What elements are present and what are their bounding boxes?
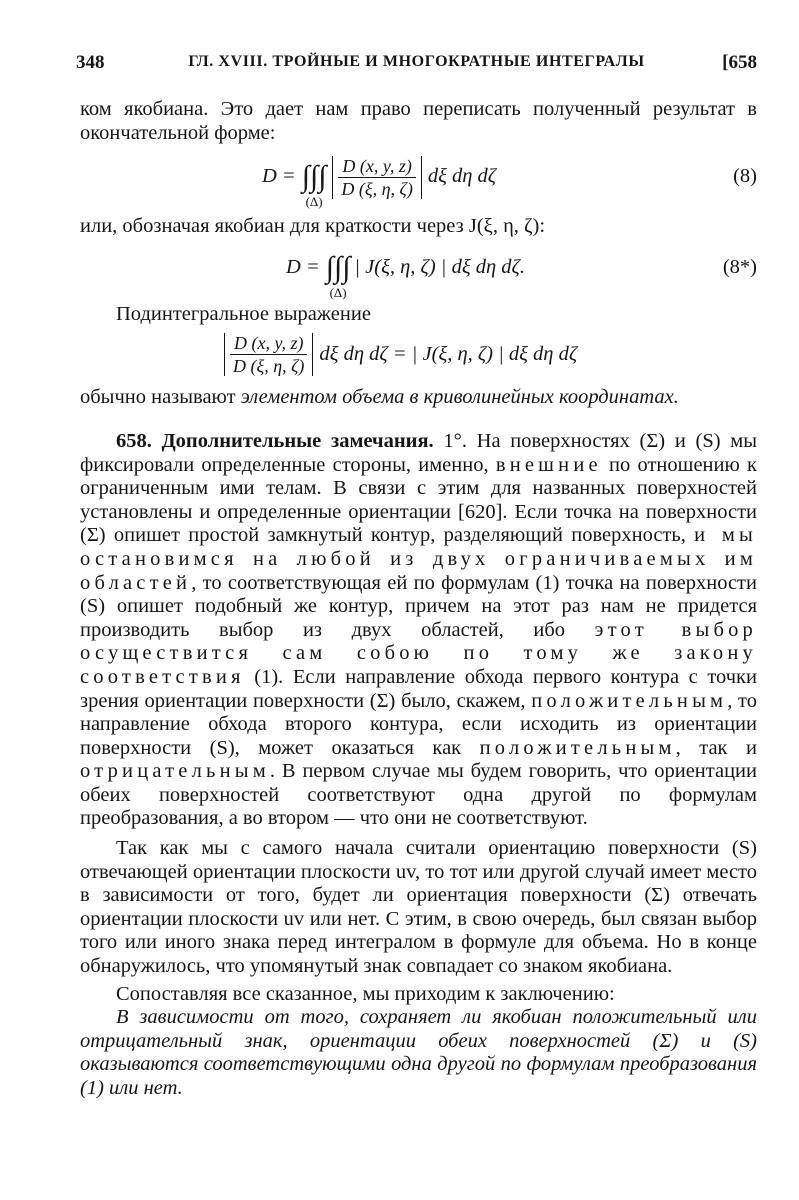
orientation-paragraph: Так как мы с самого начала считали ориентацию поверхности (S) отвечающей ориентации плоскости uv, то тот или другой случай имеет место в зависимости от того, будет ли ориентация поверхности (Σ) отвечать ориентации плоскости uv или нет. С этим, в свою очередь, был связан выбор того или иного знака перед интегралом в формуле для объема. Но в конце обнаружилось, что упомянутый знак совпадает со знаком якобиана. — [80, 837, 757, 978]
eq8s-body: | J(ξ, η, ζ) | dξ dη dζ. — [354, 255, 525, 278]
middle-text: или, обозначая якобиан для краткости через J(ξ, η, ζ): — [80, 215, 546, 238]
eq8-lhs: D = — [262, 165, 296, 188]
jacobian-fraction: $\frac{D (x, y, z)}{D (\xi, \eta, \zeta)}$ — [229, 333, 308, 376]
page-body — [80, 98, 757, 1101]
integration-domain: (Δ) — [305, 194, 323, 210]
eq9-rhs: dξ dη dζ = | J(ξ, η, ζ) | dξ dη dζ — [319, 342, 578, 365]
triple-integral-sign: ∫∫∫ (Δ) — [325, 250, 351, 300]
intro-paragraph: ком якобиана. Это дает нам право переписать полученный результат в окончательной форме: — [80, 98, 757, 144]
equation-number-8: (8) — [733, 165, 757, 188]
integration-domain: (Δ) — [329, 284, 347, 300]
section-marker: [658 — [722, 52, 757, 73]
volume-element-definition: обычно называют элементом объема в криволинейных координатах. — [80, 386, 679, 409]
emphasized-term: элементом объема в криволинейных координатах. — [240, 386, 679, 409]
triple-integral-sign: ∫∫∫ (Δ) — [301, 160, 327, 210]
integrand-label: Подинтегральное выражение — [116, 302, 371, 325]
summary-lead: Сопоставляя все сказанное, мы приходим к заключению: — [116, 982, 615, 1005]
jacobian-fraction: $\frac{D (x, y, z)}{D (\xi, \eta, \zeta)}$ — [337, 156, 416, 199]
jacobian-abs — [224, 333, 313, 376]
volume-element-equation — [80, 326, 757, 382]
eq8s-lhs: D = — [286, 255, 320, 278]
section-heading: 658. Дополнительные замечания. — [116, 429, 434, 452]
equation-number-8-star: (8*) — [722, 255, 757, 278]
page-number: 348 — [76, 52, 105, 73]
chapter-title: ГЛ. XVIII. ТРОЙНЫЕ И МНОГОКРАТНЫЕ ИНТЕГРАЛЫ — [188, 53, 645, 70]
running-header — [76, 52, 757, 80]
equation-8 — [80, 145, 757, 209]
eq8-differentials: dξ dη dζ — [427, 165, 497, 188]
conclusion-paragraph: В зависимости от того, сохраняет ли якобиан положительный или отрицательный знак, ориентации обеих поверхностей (Σ) и (S) оказываются соответствующими одна другой по формулам преобразования (1) или нет. — [80, 1006, 757, 1099]
section-658-paragraph: 658. Дополнительные замечания. 1°. На поверхностях (Σ) и (S) мы фиксировали определенные стороны, именно, внешние по отношению к ограниченным ими телам. В связи с этим для названных поверхностей установлены и определенные ориентации [620]. Если точка на поверхности (Σ) опишет простой замкнутый контур, разделяющий поверхность, и мы остановимся на любой из двух ограничиваемых им областей, то соответствующая ей по формулам (1) точка на поверхности (S) опишет подобный же контур, причем на этот раз нам не придется производить выбор из двух областей, ибо этот выбор осуществится сам собою по тому же закону соответствия (1). Если направление обхода первого контура с точки зрения ориентации поверхности (Σ) было, скажем, положительным, то направление обхода второго контура, если исходить из ориентации поверхности (S), может оказаться как положительным, так и отрицательным. В первом случае мы будем говорить, что ориентации обеих поверхностей соответствуют одна другой по формулам преобразования, а во втором — что они не соответствуют. — [80, 429, 758, 830]
equation-8-star — [80, 239, 757, 300]
jacobian-abs — [332, 156, 421, 199]
